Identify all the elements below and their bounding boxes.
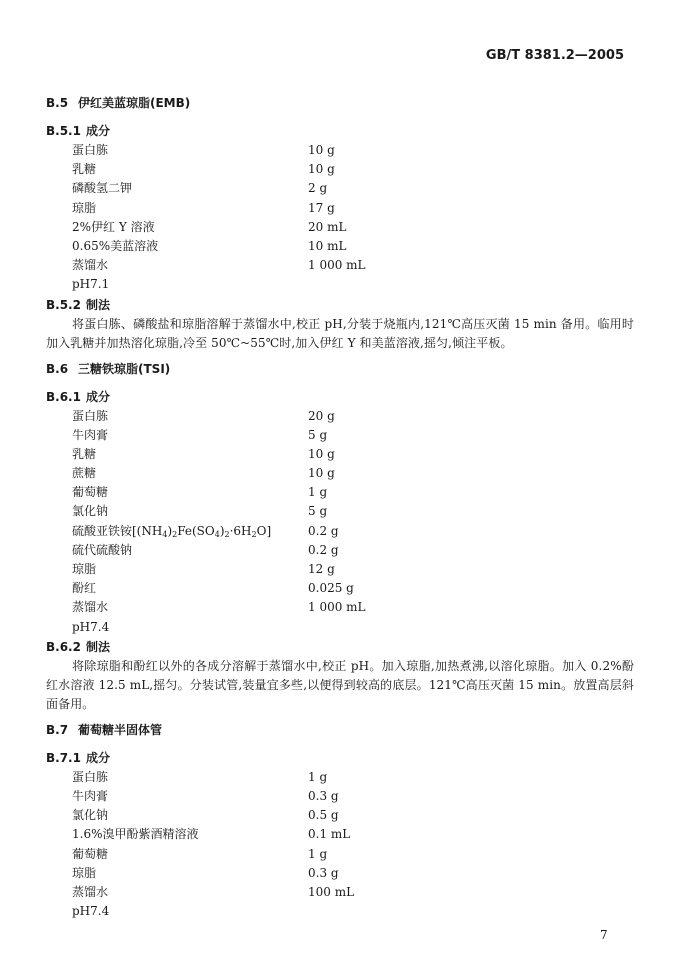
ph-value: pH7.1 <box>72 277 110 292</box>
ingredient-row: 硫代硫酸钠 0.2 g <box>72 542 339 557</box>
method-heading: B.5.2 制法 <box>46 297 111 312</box>
ingredient-row: 琼脂 0.3 g <box>72 865 339 880</box>
document-body <box>46 93 634 921</box>
ingredient-row: 乳糖 10 g <box>72 446 335 461</box>
ingredient-row: 氯化钠 0.5 g <box>72 808 339 823</box>
ingredient-row: 葡萄糖 1 g <box>72 485 328 500</box>
ingredients-heading: B.6.1 成分 <box>46 389 111 404</box>
ph-value: pH7.4 <box>72 619 110 634</box>
ingredient-row: 蛋白胨 10 g <box>72 143 335 157</box>
ingredient-row: 硫酸亚铁铵$[(NH_4)_2Fe(SO_4)_2\cdot 6H_2O]$ 0.2 g <box>46 522 634 541</box>
section-heading: B.6 三糖铁琼脂(TSI) <box>46 361 171 376</box>
ingredient-row: 1.6%溴甲酚紫酒精溶液 0.1 mL <box>72 827 351 842</box>
method-heading: B.6.2 制法 <box>46 639 111 654</box>
ingredient-row: 乳糖 10 g <box>72 162 335 177</box>
ingredients-heading: B.7.1 成分 <box>46 750 111 765</box>
ingredient-row: 牛肉膏 0.3 g <box>72 788 339 803</box>
ingredient-row: 蔗糖 10 g <box>72 466 335 481</box>
ingredient-row: 葡萄糖 1 g <box>72 846 328 861</box>
ingredient-row: 琼脂 12 g <box>72 562 335 576</box>
ingredient-row: 酚红 0.025 g <box>72 581 354 596</box>
section-heading: B.5 伊红美蓝琼脂(EMB) <box>46 96 191 110</box>
ingredient-row: 蒸馏水 1 000 mL <box>72 258 366 273</box>
section-heading: B.7 葡萄糖半固体管 <box>46 722 163 737</box>
ingredient-row: 磷酸氢二钾 2 g <box>72 181 328 196</box>
ingredient-list <box>46 141 634 275</box>
ingredient-row: 氯化钠 5 g <box>72 504 328 519</box>
ingredient-row: 蛋白胨 1 g <box>72 769 328 784</box>
method-paragraph: 将除琼脂和酚红以外的各成分溶解于蒸馏水中,校正 pH。加入琼脂,加热煮沸,以溶化琼脂。加入 0.2%酚红水溶液 12.5 mL,摇匀。分装试管,装量宜多些,以便得到较高的底层。121℃高压灭菌 15 min。放置高层斜面备用。 <box>46 658 634 711</box>
ingredient-row: 牛肉膏 5 g <box>72 427 328 442</box>
page-number: 7 <box>600 928 608 942</box>
ingredient-row: 蒸馏水 1 000 mL <box>72 600 366 615</box>
ingredient-list <box>46 407 634 618</box>
ingredients-heading: B.5.1 成分 <box>46 124 111 138</box>
ph-value: pH7.4 <box>72 904 110 919</box>
standard-code: GB/T 8381.2—2005 <box>485 48 624 63</box>
ingredient-row: 琼脂 17 g <box>72 200 335 215</box>
method-paragraph: 将蛋白胨、磷酸盐和琼脂溶解于蒸馏水中,校正 pH,分装于烧瓶内,121℃高压灭菌 15 min 备用。临用时加入乳糖并加热溶化琼脂,冷至 50℃~55℃时,加入伊红 Y 和美蓝溶液,摇匀,倾注平板。 <box>46 316 634 350</box>
ingredient-row: 0.65%美蓝溶液 10 mL <box>72 238 347 253</box>
tsi-formula: 硫酸亚铁铵$[(NH_4)_2Fe(SO_4)_2\cdot 6H_2O]$ <box>72 523 272 539</box>
ingredient-row: 2%伊红 Y 溶液 20 mL <box>72 219 347 234</box>
ingredient-list <box>46 768 634 902</box>
ingredient-row: 蛋白胨 20 g <box>72 408 335 423</box>
ingredient-row: 蒸馏水 100 mL <box>72 884 355 899</box>
